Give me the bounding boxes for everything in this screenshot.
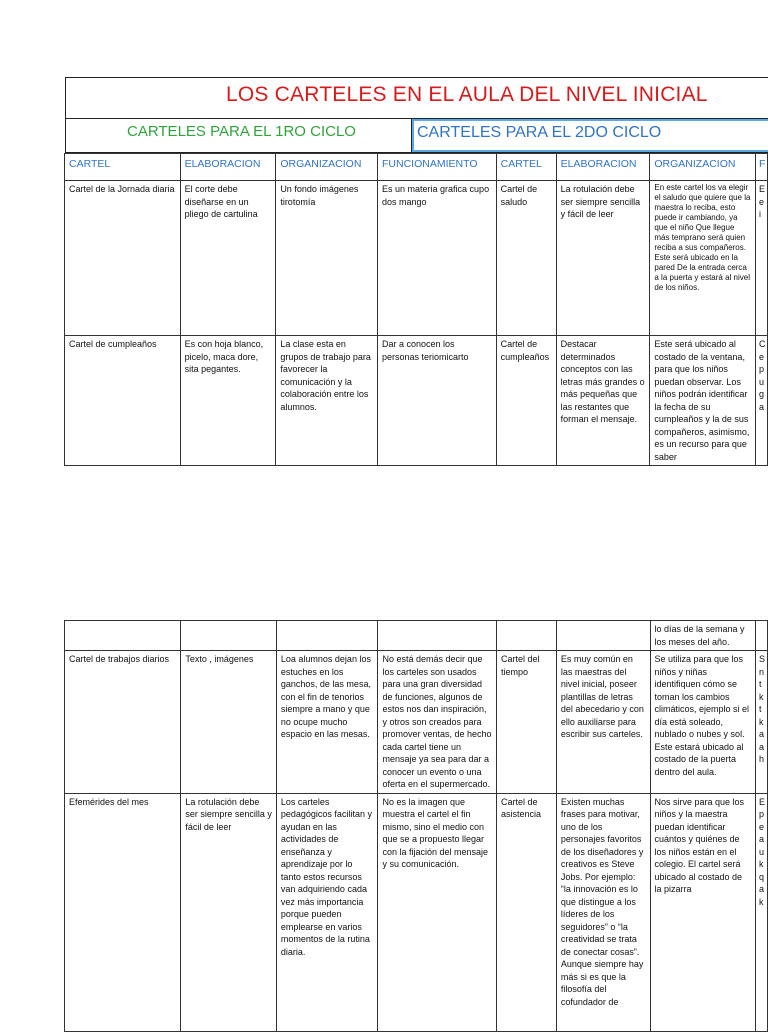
header-organizacion-2: ORGANIZACION (650, 154, 756, 181)
cell-funcionamiento: Es un materia grafica cupo dos mango (378, 181, 497, 336)
table-row (65, 181, 768, 336)
cell-truncated: E p e a u k q a k (755, 793, 767, 1031)
cell-funcionamiento: Dar a conocen los personas teriomicarto (378, 336, 497, 466)
cell-elaboracion-2: Es muy común en las maestras del nivel inicial, poseer plantillas de letras del abecedario y con ello auxiliarse para escribir sus carteles. (556, 651, 650, 794)
cell-organizacion-2: Nos sirve para que los niños y la maestra puedan identificar cuántos y quiénes de los niños están en el colegio. El cartel será ubicado al costado de la pizarra (650, 793, 755, 1031)
header-elaboracion-2: ELABORACION (556, 154, 650, 181)
cell-organizacion-2: En este cartel los va elegir el saludo que quiere que la maestra lo reciba, esto puede ir cambiando, ya que el niño Que llegue más temprano será quien reciba a sus compañeros. Este será ubicado en la pared De la entrada cerca a la puerta y estará al nivel de los niños. (650, 181, 756, 336)
cell-elaboracion: La rotulación debe ser siempre sencilla y fácil de leer (181, 793, 277, 1031)
cell-truncated: C e p u g a (755, 336, 767, 466)
header-cartel: CARTEL (65, 154, 181, 181)
empty-cell (181, 621, 277, 651)
continued-row (65, 621, 768, 651)
cycle1-cell (66, 119, 412, 152)
cell-funcionamiento: No es la imagen que muestra el cartel el fin mismo, sino el medio con que se a propuesto llegar con la fijación del mensaje y su comunicación. (378, 793, 497, 1031)
cell-truncated: S n t k t k a a h (755, 651, 767, 794)
header-truncated: F (755, 154, 767, 181)
cell-elaboracion-2: Existen muchas frases para motivar, uno de los personajes favoritos de los diseñadores y creativos es Steve Jobs. Por ejemplo: “la innovación es lo que distingue a los líderes de los seguidores” o “la creatividad se trata de conectar cosas”. Aunque siempre hay más si es que la filosofía del cofundador de (556, 793, 650, 1031)
cell-organizacion-2: Este será ubicado al costado de la ventana, para que los niños puedan observar. Los niños podrán identificar la fecha de su cumpleaños y la de sus compañeros, asimismo, es un recurso para que saber (650, 336, 756, 466)
header-funcionamiento: FUNCIONAMIENTO (378, 154, 497, 181)
cell-cartel-2: Cartel del tiempo (496, 651, 556, 794)
header-cartel-2: CARTEL (496, 154, 556, 181)
empty-cell (755, 621, 767, 651)
cell-elaboracion: El corte debe diseñarse en un pliego de cartulina (180, 181, 276, 336)
cell-cartel: Cartel de cumpleaños (65, 336, 181, 466)
cell-cartel: Efemérides del mes (65, 793, 181, 1031)
table-row (65, 651, 768, 794)
cell-elaboracion-2: La rotulación debe ser siempre sencilla y fácil de leer (556, 181, 650, 336)
cell-truncated: E e i (755, 181, 767, 336)
cell-cartel-2: Cartel de saludo (496, 181, 556, 336)
table-row (65, 793, 768, 1031)
cell-organizacion: La clase esta en grupos de trabajo para favorecer la comunicación y la colaboración entre los alumnos. (276, 336, 378, 466)
cell-cartel: Cartel de trabajos diarios (65, 651, 181, 794)
empty-cell (65, 621, 181, 651)
carteles-table-2 (64, 620, 768, 1032)
carteles-table-1 (64, 153, 768, 466)
header-row (65, 154, 768, 181)
cycle1-heading: CARTELES PARA EL 1RO CICLO (127, 123, 356, 140)
cycle-row (65, 119, 768, 153)
cycle2-cell (412, 119, 768, 152)
empty-cell (496, 621, 556, 651)
title-box (65, 77, 768, 119)
table-row (65, 336, 768, 466)
cell-organizacion: Un fondo imágenes tirotomía (276, 181, 378, 336)
cell-organizacion-2: Se utiliza para que los niños y niñas identifiquen cómo se toman los cambios climáticos, ejemplo si el día está soleado, nublado o nubes y sol. Este estará ubicado al costado de la puerta dentro del aula. (650, 651, 755, 794)
cell-cartel-2: Cartel de cumpleaños (496, 336, 556, 466)
empty-cell (378, 621, 497, 651)
cell-organizacion: Loa alumnos dejan los estuches en los ganchos, de las mesa, con el fin de tenorios siempre a mano y que no ocupe mucho espacio en las mesas. (276, 651, 378, 794)
cell-cartel-2: Cartel de asistencia (496, 793, 556, 1031)
cell-elaboracion: Es con hoja blanco, picelo, maca dore, sita pegantes. (180, 336, 276, 466)
cell-elaboracion-2: Destacar determinados conceptos con las letras más grandes o más pequeñas que las restantes que forman el mensaje. (556, 336, 650, 466)
cell-funcionamiento: No está demás decir que los carteles son usados para una gran diversidad de funciones, algunos de estos nos dan inspiración, y otros son creados para promover ventas, de hecho cada cartel tiene un mensaje ya sea para dar a conocer un evento o una oferta en el supermercado. (378, 651, 497, 794)
cell-elaboracion: Texto , imágenes (181, 651, 277, 794)
cell-organizacion-continued: lo días de la semana y los meses del año. (650, 621, 755, 651)
empty-cell (276, 621, 378, 651)
cycle2-heading: CARTELES PARA EL 2DO CICLO (417, 124, 662, 141)
cell-cartel: Cartel de la Jornada diaria (65, 181, 181, 336)
page-title: LOS CARTELES EN EL AULA DEL NIVEL INICIAL (226, 83, 708, 106)
cell-organizacion: Los carteles pedagógicos facilitan y ayudan en las actividades de enseñanza y aprendizaje por lo tanto estos recursos van adquiriendo cada vez más importancia porque pueden emplearse en varios momentos de la rutina diaria. (276, 793, 378, 1031)
header-organizacion: ORGANIZACION (276, 154, 378, 181)
empty-cell (556, 621, 650, 651)
header-elaboracion: ELABORACION (180, 154, 276, 181)
